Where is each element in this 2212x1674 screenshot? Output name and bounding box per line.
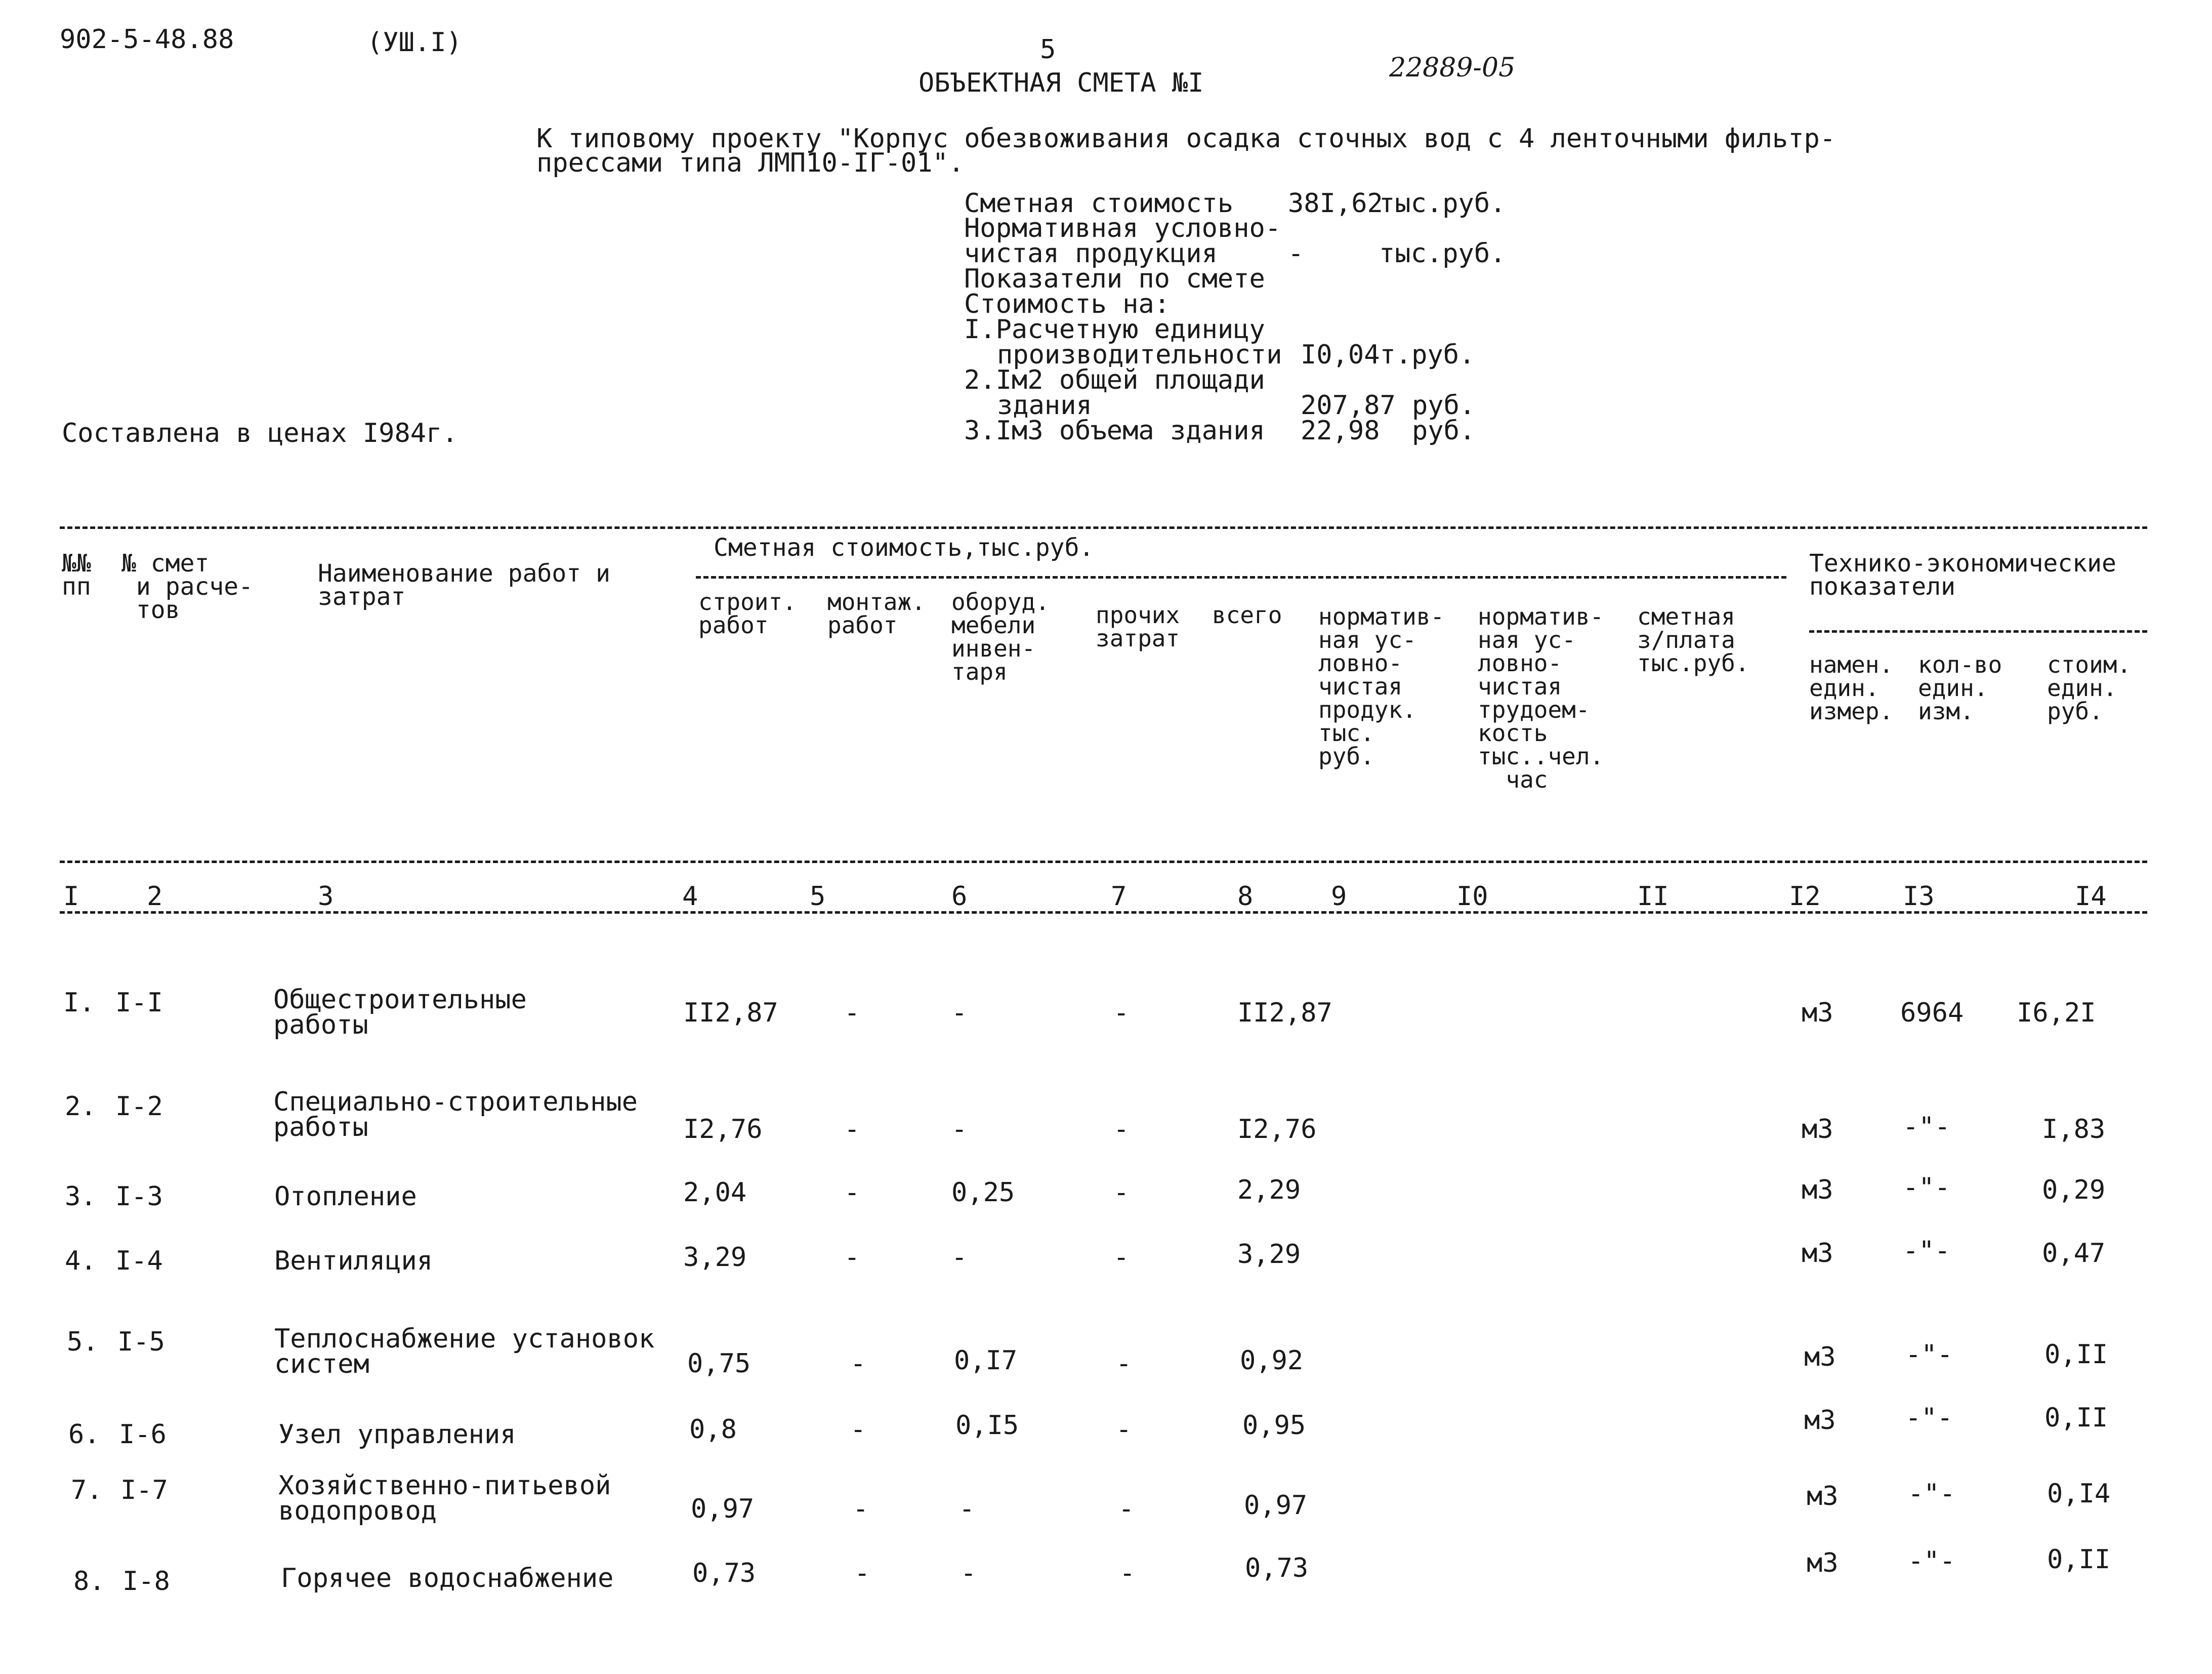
row-number: 7. — [71, 1475, 103, 1505]
row-total: II2,87 — [1237, 998, 1332, 1028]
col-header-net-product: норматив- ная ус- ловно- чистая продук. тыс. руб. — [1318, 603, 1445, 770]
column-number: I3 — [1903, 881, 1935, 912]
tech-group-rule — [1809, 630, 2147, 633]
row-number: 2. — [65, 1091, 97, 1122]
row-name: Специально-строительные работы — [273, 1087, 638, 1142]
row-unit-cost: 0,II — [2044, 1339, 2108, 1370]
row-unit-cost: I,83 — [2042, 1114, 2106, 1145]
row-total: 0,97 — [1244, 1490, 1308, 1521]
project-line-1: К типовому проекту "Корпус обезвоживания осадка сточных вод с 4 ленточными фильтр- — [536, 124, 1836, 154]
column-number: II — [1637, 881, 1669, 912]
row-unit-cost: I6,2I — [2017, 998, 2096, 1028]
row-estimate: I-8 — [122, 1566, 170, 1597]
prices-note: Составлена в ценах I984г. — [62, 418, 458, 448]
row-total: 0,92 — [1240, 1345, 1304, 1376]
row-estimate: I-3 — [115, 1181, 163, 1212]
row-installation: - — [844, 1177, 860, 1208]
column-number: I2 — [1789, 881, 1821, 912]
row-installation: - — [853, 1494, 869, 1524]
column-number: 9 — [1331, 881, 1347, 912]
row-total: 0,95 — [1242, 1410, 1306, 1441]
page-number: 5 — [1040, 34, 1056, 65]
row-other: - — [1113, 1114, 1130, 1145]
row-estimate: I-6 — [119, 1419, 166, 1450]
row-name: Узел управления — [278, 1419, 516, 1450]
summary-unit: руб. — [1412, 416, 1476, 446]
column-number: 7 — [1111, 881, 1127, 912]
row-construction: 0,75 — [687, 1349, 751, 1379]
col-header-tech-group: Технико-экономические показатели — [1809, 549, 2116, 601]
column-numbers-rule — [60, 911, 2147, 914]
row-number: I. — [63, 988, 95, 1018]
col-header-estimate: № смет и расче- тов — [121, 549, 254, 624]
row-quantity: -"- — [1905, 1403, 1953, 1433]
column-number: I0 — [1456, 881, 1488, 912]
row-unit: м3 — [1802, 1114, 1833, 1145]
row-other: - — [1113, 998, 1130, 1028]
summary-label: 2.Iм2 общей площади — [964, 365, 1265, 395]
row-unit: м3 — [1802, 998, 1833, 1028]
col-header-construction: строит. работ — [698, 588, 797, 639]
column-number: 6 — [951, 881, 968, 912]
row-installation: - — [844, 1242, 860, 1273]
row-quantity: -"- — [1903, 1112, 1950, 1142]
col-header-wages: сметная з/плата тыс.руб. — [1637, 603, 1749, 677]
document-title: ОБЪЕКТНАЯ СМЕТА №I — [919, 68, 1204, 98]
row-equipment: 0,25 — [951, 1177, 1015, 1208]
column-number: 3 — [318, 881, 334, 912]
summary-unit: руб. — [1412, 390, 1476, 421]
col-header-total: всего — [1212, 601, 1282, 629]
col-header-other: прочих затрат — [1096, 601, 1180, 652]
row-unit-cost: 0,47 — [2042, 1238, 2106, 1269]
row-unit-cost: 0,II — [2047, 1544, 2111, 1575]
col-header-cost-group: Сметная стоимость,тыс.руб. — [714, 534, 1094, 562]
row-quantity: -"- — [1905, 1339, 1953, 1370]
summary-label: здания — [997, 390, 1092, 421]
row-name: Горячее водоснабжение — [281, 1563, 614, 1594]
row-equipment: - — [951, 998, 968, 1028]
summary-label: Стоимость на: — [964, 289, 1170, 319]
row-construction: 0,73 — [692, 1558, 756, 1588]
project-line-2: прессами типа ЛМП10-IГ-01". — [536, 148, 965, 178]
volume-label: (УШ.I) — [367, 27, 462, 58]
row-total: I2,76 — [1237, 1114, 1317, 1145]
row-quantity: 6964 — [1900, 998, 1964, 1028]
row-total: 3,29 — [1237, 1239, 1301, 1270]
row-name: Общестроительные работы — [273, 985, 527, 1040]
col-header-number: №№ пп — [62, 549, 91, 601]
row-total: 0,73 — [1245, 1553, 1309, 1583]
row-estimate: I-I — [115, 988, 163, 1018]
row-quantity: -"- — [1903, 1236, 1950, 1266]
summary-label: Показатели по смете — [964, 264, 1265, 294]
summary-unit: тыс.руб. — [1379, 188, 1506, 219]
row-name: Хозяйственно-питьевой водопровод — [278, 1471, 611, 1526]
row-equipment: - — [951, 1114, 968, 1145]
summary-value: 38I,62 — [1288, 188, 1383, 219]
summary-label: чистая продукция — [964, 238, 1218, 269]
col-header-equipment: оборуд. мебели инвен- таря — [951, 588, 1050, 685]
row-unit-cost: 0,II — [2044, 1403, 2108, 1433]
col-header-unit-cost: стоим. един. руб. — [2047, 651, 2132, 725]
row-other: - — [1116, 1414, 1132, 1445]
row-number: 3. — [65, 1181, 97, 1212]
row-construction: I2,76 — [683, 1114, 763, 1145]
row-number: 6. — [68, 1419, 100, 1450]
column-number: I — [63, 881, 79, 912]
row-estimate: I-4 — [115, 1246, 163, 1276]
summary-value: 22,98 — [1301, 416, 1380, 446]
row-equipment: 0,I7 — [954, 1345, 1018, 1376]
column-number: 4 — [682, 881, 698, 912]
row-unit: м3 — [1807, 1548, 1839, 1578]
row-quantity: -"- — [1908, 1546, 1955, 1576]
column-number: 2 — [147, 881, 163, 912]
col-header-labor: норматив- ная ус- ловно- чистая трудоем- кость тыс..чел. час — [1478, 603, 1604, 793]
column-number: I4 — [2075, 881, 2107, 912]
col-header-unit: намен. един. измер. — [1809, 651, 1894, 725]
row-equipment: - — [959, 1494, 975, 1524]
row-unit: м3 — [1804, 1342, 1836, 1372]
row-installation: - — [844, 998, 860, 1028]
row-construction: 3,29 — [683, 1242, 747, 1273]
row-quantity: -"- — [1903, 1172, 1950, 1203]
row-unit-cost: 0,I4 — [2047, 1479, 2111, 1509]
column-number: 8 — [1237, 881, 1254, 912]
handwritten-number: 22889-05 — [1389, 53, 1516, 83]
header-top-rule — [60, 526, 2147, 529]
summary-unit: тыс.руб. — [1379, 238, 1506, 269]
row-quantity: -"- — [1908, 1479, 1955, 1509]
row-total: 2,29 — [1237, 1175, 1301, 1205]
row-other: - — [1118, 1494, 1135, 1524]
row-name: Теплоснабжение установок систем — [274, 1324, 655, 1379]
row-other: - — [1113, 1242, 1130, 1273]
row-unit: м3 — [1807, 1481, 1839, 1512]
row-unit: м3 — [1802, 1175, 1833, 1205]
row-construction: 0,8 — [689, 1414, 737, 1445]
summary-value: I0,04т.руб. — [1301, 340, 1475, 370]
row-equipment: - — [951, 1242, 968, 1273]
row-installation: - — [850, 1349, 866, 1379]
col-header-name: Наименование работ и затрат — [318, 559, 610, 611]
row-construction: 0,97 — [691, 1494, 755, 1524]
column-number: 5 — [810, 881, 826, 912]
col-header-installation: монтаж. работ — [827, 588, 926, 639]
row-other: - — [1119, 1558, 1136, 1588]
row-estimate: I-2 — [115, 1091, 163, 1122]
row-number: 8. — [73, 1566, 105, 1597]
row-name: Вентиляция — [274, 1246, 433, 1276]
cost-group-rule — [696, 576, 1786, 579]
summary-label: 3.Iм3 объема здания — [964, 416, 1265, 446]
summary-label: Нормативная условно- — [964, 213, 1281, 243]
summary-value: - — [1288, 238, 1304, 269]
row-name: Отопление — [274, 1181, 417, 1212]
row-other: - — [1116, 1349, 1132, 1379]
row-equipment: 0,I5 — [955, 1410, 1019, 1441]
row-installation: - — [850, 1414, 866, 1445]
doc-number: 902-5-48.88 — [60, 24, 234, 55]
header-bottom-rule — [60, 861, 2147, 863]
row-unit: м3 — [1804, 1405, 1836, 1436]
summary-label: I.Расчетную единицу — [964, 314, 1265, 345]
row-number: 4. — [65, 1246, 97, 1276]
row-installation: - — [844, 1114, 860, 1145]
row-construction: 2,04 — [683, 1177, 747, 1208]
row-estimate: I-7 — [120, 1475, 168, 1505]
summary-label: производительности — [997, 340, 1282, 370]
summary-label: Сметная стоимость — [964, 188, 1234, 219]
row-unit: м3 — [1802, 1238, 1833, 1269]
row-number: 5. — [67, 1327, 99, 1357]
summary-value: 207,87 — [1301, 390, 1396, 421]
row-other: - — [1113, 1177, 1130, 1208]
row-unit-cost: 0,29 — [2042, 1175, 2106, 1205]
row-estimate: I-5 — [117, 1327, 165, 1357]
row-construction: II2,87 — [683, 998, 778, 1028]
col-header-quantity: кол-во един. изм. — [1918, 651, 2002, 725]
row-installation: - — [854, 1558, 870, 1588]
row-equipment: - — [961, 1558, 977, 1588]
